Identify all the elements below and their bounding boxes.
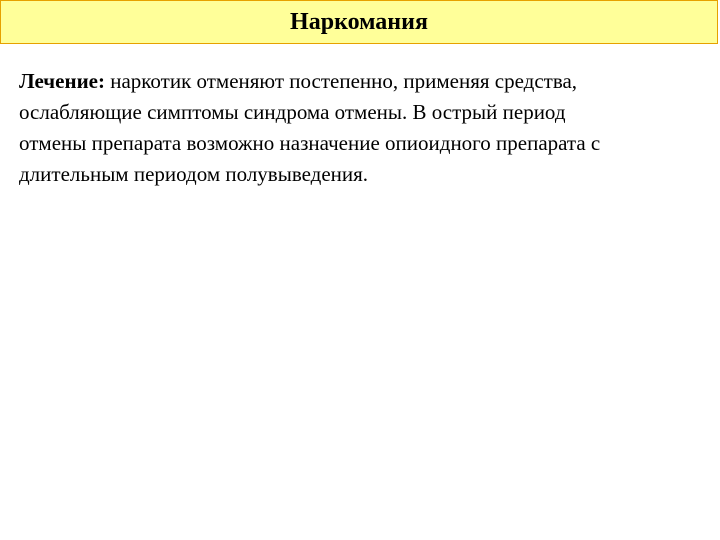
body-line-3: отмены препарата возможно назначение опиоидного препарата с <box>19 131 601 155</box>
slide-title-bar <box>0 0 718 44</box>
slide-title: Наркомания <box>290 9 428 35</box>
body-line-1 <box>19 66 699 97</box>
slide-body-text <box>19 66 699 190</box>
body-line-2: ослабляющие симптомы синдрома отмены. В острый период <box>19 100 566 124</box>
treatment-label: Лечение: <box>19 69 105 93</box>
body-line-1-text: наркотик отменяют постепенно, применяя средства, <box>104 69 578 93</box>
body-line-4: длительным периодом полувыведения. <box>19 162 369 186</box>
